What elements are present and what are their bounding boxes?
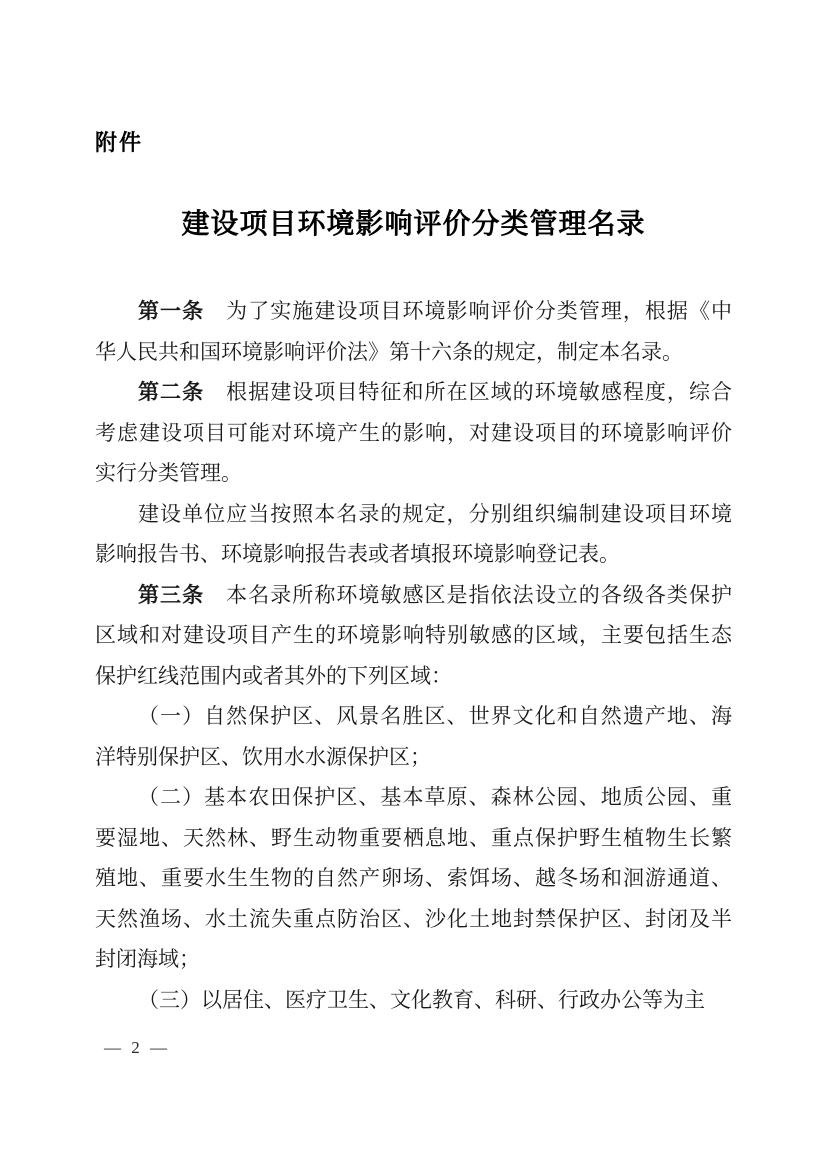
article-1-label: 第一条: [138, 300, 205, 323]
body-line-article-3: [95, 575, 732, 616]
body-line-article-1: [95, 291, 732, 332]
body-line-item-2: （二）基本农田保护区、基本草原、森林公园、地质公园、重: [138, 785, 732, 809]
body-line: 华人民共和国环境影响评价法》第十六条的规定，制定本名录。: [95, 339, 683, 364]
body-line-text: 本名录所称环境敏感区是指依法设立的各级各类保护: [204, 582, 733, 607]
body-line: 影响报告书、环境影响报告表或者填报环境影响登记表。: [95, 542, 620, 566]
attachment-label: 附件: [95, 130, 144, 155]
body-line: 洋特别保护区、饮用水水源保护区；: [95, 744, 431, 769]
body-line: 保护红线范围内或者其外的下列区域：: [95, 663, 452, 688]
body-line: 实行分类管理。: [95, 461, 242, 485]
body-line-text: 根据建设项目特征和所在区域的环境敏感程度，综合: [204, 380, 733, 404]
document-body: [95, 291, 732, 1020]
document-title: 建设项目环境影响评价分类管理名录: [181, 209, 646, 240]
body-line: 要湿地、天然林、野生动物重要栖息地、重点保护野生植物生长繁: [95, 825, 732, 850]
body-line: 封闭海域；: [95, 947, 200, 971]
article-3-label: 第三条: [138, 583, 205, 607]
body-line-item-1: （一）自然保护区、风景名胜区、世界文化和自然遗产地、海: [138, 704, 732, 728]
body-line: 区域和对建设项目产生的环境影响特别敏感的区域，主要包括生态: [95, 623, 732, 647]
article-2-label: 第二条: [138, 381, 205, 404]
body-line: 建设单位应当按照本名录的规定，分别组织编制建设项目环境: [138, 501, 732, 526]
body-line-item-3: （三）以居住、医疗卫生、文化教育、科研、行政办公等为主: [138, 987, 705, 1012]
body-line-text: 为了实施建设项目环境影响评价分类管理，根据《中: [204, 299, 733, 323]
body-line: 殖地、重要水生生物的自然产卵场、索饵场、越冬场和洄游通道、: [95, 866, 732, 890]
body-line: 天然渔场、水土流失重点防治区、沙化土地封禁保护区、封闭及半: [95, 906, 732, 931]
body-line: 考虑建设项目可能对环境产生的影响，对建设项目的环境影响评价: [95, 420, 732, 445]
page-number: — 2 —: [104, 1038, 170, 1057]
body-line-article-2: [95, 372, 732, 413]
